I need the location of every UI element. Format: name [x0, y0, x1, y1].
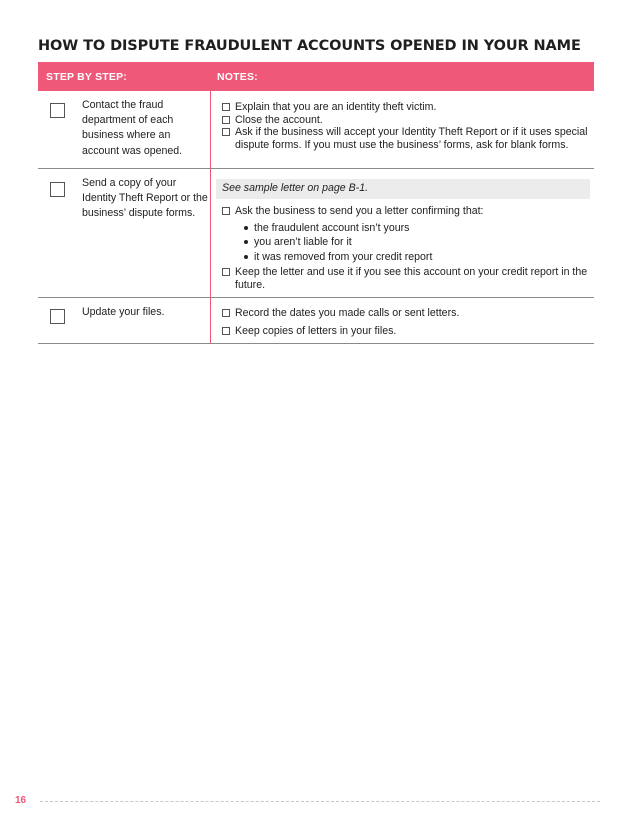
note-item: Record the dates you made calls or sent letters. [222, 307, 592, 320]
checkbox-square-icon [222, 128, 230, 136]
checkbox-square-icon [222, 327, 230, 335]
notes-row-1 [222, 101, 592, 151]
bullet-item: you aren’t liable for it [244, 235, 592, 250]
notes-row-2 [222, 205, 592, 292]
header-notes: NOTES: [217, 71, 258, 83]
note-item: Explain that you are an identity theft victim. [222, 101, 592, 114]
confirmation-bullet-list [244, 221, 592, 265]
bullet-item: the fraudulent account isn’t yours [244, 221, 592, 236]
notes-row-3 [222, 307, 592, 337]
note-item: Keep copies of letters in your files. [222, 325, 592, 338]
checkbox-square-icon [222, 309, 230, 317]
page-number: 16 [15, 795, 27, 806]
step-checkbox-1[interactable] [50, 103, 65, 118]
column-divider [210, 91, 211, 343]
bullet-icon [244, 226, 248, 230]
sample-letter-text: See sample letter on page B-1. [222, 182, 369, 194]
checkbox-square-icon [222, 103, 230, 111]
step-text-1: Contact the fraud department of each business where an account was opened. [82, 99, 183, 157]
note-item: Ask if the business will accept your Identity Theft Report or if it uses special dispute forms. If you must use the business’ forms, ask for blank forms. [222, 126, 592, 151]
checkbox-square-icon [222, 268, 230, 276]
checkbox-square-icon [222, 207, 230, 215]
page-title: HOW TO DISPUTE FRAUDULENT ACCOUNTS OPENED IN YOUR NAME [38, 38, 581, 54]
step-checkbox-2[interactable] [50, 182, 65, 197]
step-checkbox-3[interactable] [50, 309, 65, 324]
row-divider [38, 297, 594, 298]
note-item: Ask the business to send you a letter confirming that: [222, 205, 592, 218]
bullet-icon [244, 255, 248, 259]
step-text-2: Send a copy of your Identity Theft Report or the business’ dispute forms. [82, 177, 208, 220]
header-step-by-step: STEP BY STEP: [46, 71, 127, 83]
checkbox-square-icon [222, 116, 230, 124]
bullet-icon [244, 240, 248, 244]
bullet-item: it was removed from your credit report [244, 250, 592, 265]
step-text-3: Update your files. [82, 306, 165, 318]
note-item: Close the account. [222, 114, 592, 127]
sample-letter-note [216, 179, 590, 199]
row-divider [38, 168, 594, 169]
footer-dashed-rule [40, 801, 600, 802]
note-item: Keep the letter and use it if you see this account on your credit report in the future. [222, 266, 592, 291]
row-divider [38, 343, 594, 344]
table-header [38, 62, 594, 91]
